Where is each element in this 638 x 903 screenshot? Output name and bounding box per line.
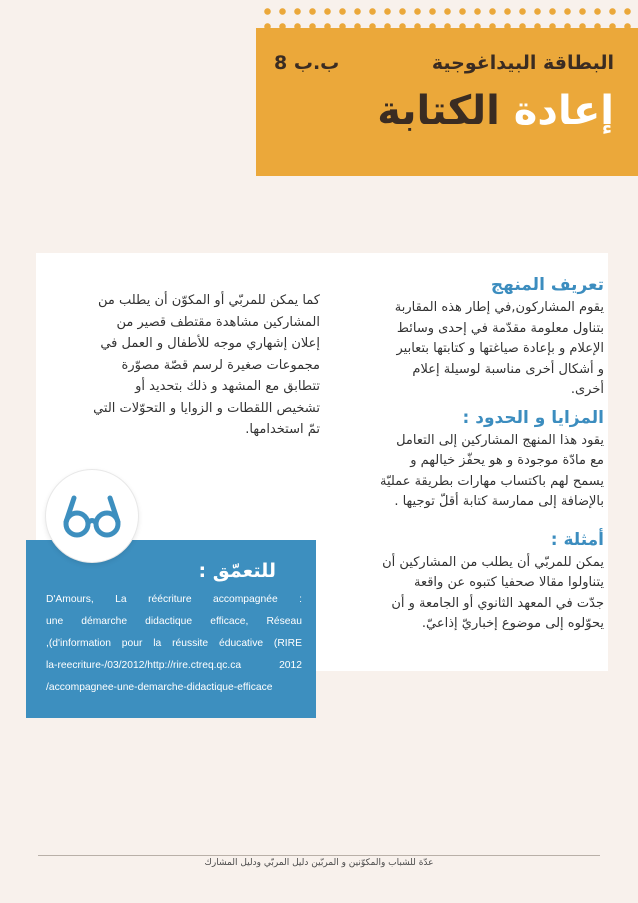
title-word-1: إعادة (513, 88, 614, 134)
examples-title: أمثلة : (550, 529, 604, 550)
reference-word: La (115, 594, 127, 605)
example-continued-line: المشاركين مشاهدة مقتطف قصير من (116, 314, 320, 330)
reference-word: didactique (145, 616, 193, 627)
reference-word: réussite (172, 638, 209, 649)
reference-line (46, 638, 302, 649)
examples-line: جدّت في المعهد الثانوي أو الجامعة و أن (391, 595, 604, 611)
examples-line: يحوّلوه إلى موضوع إخباريّ إذاعيّ. (421, 616, 604, 631)
title-word-2: الكتابة (377, 88, 500, 134)
advantages-line: يسمح لهم باكتساب مهارات بطريقة عمليّة (379, 473, 604, 489)
further-reading-title: للتعمّق : (198, 560, 276, 582)
card-code: ب.ب 8 (274, 52, 340, 74)
reference-year: 2012 (279, 660, 302, 671)
example-continued-line: مجموعات صغيرة لرسم قصّة مصوّرة (121, 357, 320, 373)
example-continued-line: تشخيص اللقطات و الزوايا و التحوّلات التي (93, 400, 320, 416)
definition-title: تعريف المنهج (490, 275, 604, 295)
reference-word: ,(d'information (46, 638, 111, 649)
reference-word: réécriture (148, 594, 192, 605)
reference-word: Réseau (266, 616, 302, 627)
footer-text: عدّة للشباب والمكوّنين و المربّين دليل المربّي ودليل المشارك (204, 858, 434, 868)
example-continued-line: إعلان إشهاري موجه للأطفال و العمل في (100, 336, 320, 351)
advantages-line: بالإضافة إلى ممارسة كتابة أقلّ توجيها . (394, 494, 604, 509)
reference-word: D'Amours, (46, 594, 94, 605)
advantages-title: المزايا و الحدود : (462, 407, 604, 428)
reference-word: (RIRE (273, 638, 302, 649)
reference-url: /accompagnee-une-demarche-didactique-efficace (46, 682, 273, 693)
glasses-icon (60, 492, 124, 540)
advantages-line: مع مادّة موجودة و هو يحفّز خيالهم و (410, 453, 604, 468)
reference-word: pour (121, 638, 143, 649)
example-continued-line: تتطابق مع المشهد و ذلك بتحديد أو (135, 379, 320, 394)
definition-line: الإعلام و بإعادة صياغتها و كتابتها بتعابير (396, 341, 604, 356)
reference-line (46, 682, 302, 693)
reference-line (46, 594, 302, 605)
reference-word: démarche (81, 616, 128, 627)
dot-pattern (256, 0, 638, 28)
page-title (377, 88, 614, 134)
right-column (350, 272, 604, 639)
reference-word: efficace, (210, 616, 249, 627)
example-continued-line: تمّ استخدامها. (245, 422, 320, 437)
reference-word: la (153, 638, 162, 649)
reference-word: : (299, 594, 302, 605)
card-type: البطاقة البيداغوجية (431, 52, 614, 74)
examples-line: يمكن للمربّي أن يطلب من المشاركين أن (382, 554, 604, 570)
glasses-badge (46, 470, 138, 562)
footer-divider (38, 855, 600, 856)
reference-line (46, 616, 302, 627)
reference-line (46, 660, 302, 671)
reference-word: une (46, 616, 64, 627)
reference-word: éducative (218, 638, 264, 649)
advantages-line: يقود هذا المنهج المشاركين إلى التعامل (396, 432, 604, 448)
example-continued-line: كما يمكن للمربّي أو المكوّن أن يطلب من (98, 293, 320, 308)
examples-section (350, 527, 604, 635)
further-reading-box (26, 540, 316, 718)
definition-line: أخرى. (570, 382, 604, 397)
definition-line: بتناول معلومة مقدّمة في إحدى وسائط (396, 320, 604, 336)
left-column (74, 290, 320, 441)
reference-url: la-reecriture-/03/2012/http://rire.ctreq.qc.ca (46, 660, 242, 671)
definition-line: يقوم المشاركون,في إطار هذه المقاربة (394, 300, 604, 315)
examples-line: يتناولوا مقالا صحفيا كتبوه عن واقعة (413, 575, 604, 590)
advantages-section (350, 405, 604, 513)
reference-word: accompagnée (212, 594, 278, 605)
definition-section (350, 272, 604, 401)
definition-line: و أشكال أخرى مناسبة لوسيلة إعلام (412, 361, 604, 377)
